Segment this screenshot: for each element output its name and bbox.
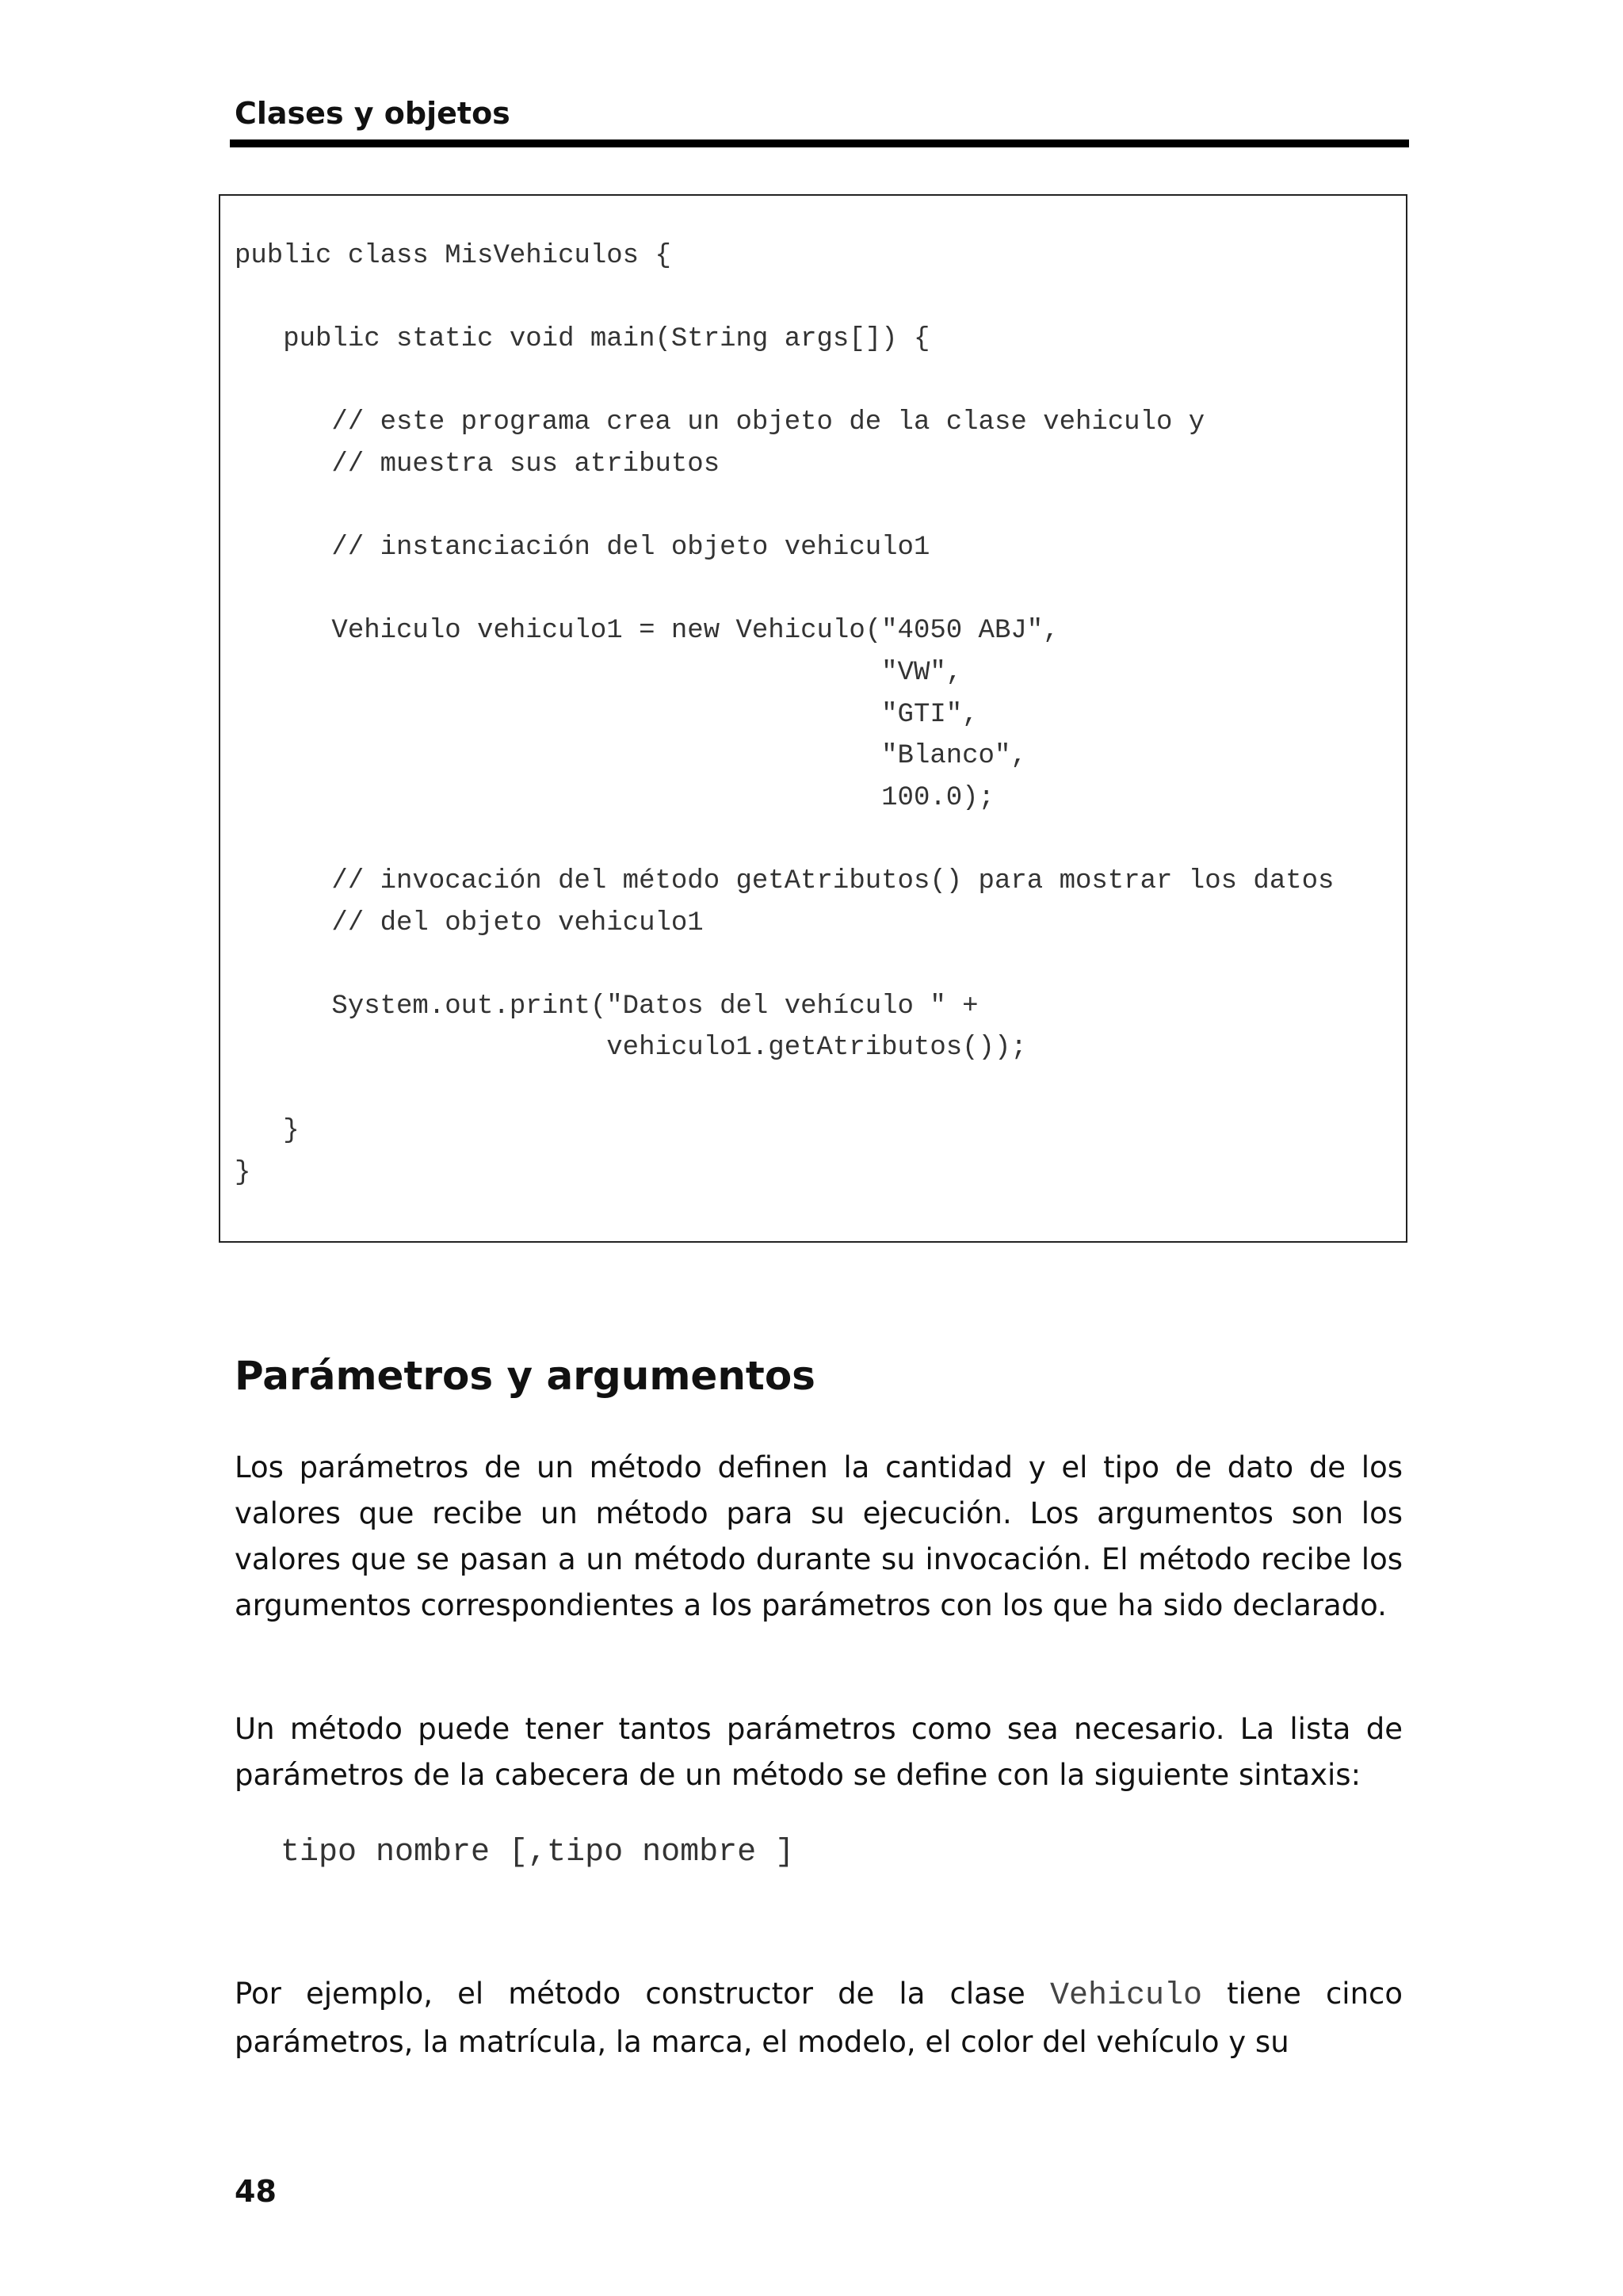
code-line: // este programa crea un objeto de la clase vehiculo y [235,407,1205,438]
running-header: Clases y objetos [235,96,510,131]
section-title: Parámetros y argumentos [235,1353,815,1399]
code-line [235,361,1334,403]
code-line [235,819,1334,861]
page-number: 48 [235,2174,277,2209]
inline-code: Vehiculo [1049,1978,1202,2014]
paragraph-text: tiene cinco parámetros, la matrícula, la marca, el modelo, el color del vehículo y su [235,1977,1403,2059]
syntax-example: tipo nombre [,tipo nombre ] [281,1835,795,1870]
code-line [235,486,1334,528]
code-line: } [235,1116,300,1147]
code-line: "GTI", [235,699,979,730]
code-line: // invocación del método getAtributos() para mostrar los datos [235,865,1335,896]
paragraph-text: Por ejemplo, el método constructor de la clase [235,1977,1050,2011]
body-paragraph: Un método puede tener tantos parámetros como sea necesario. La lista de parámetros de la cabecera de un método se define con la siguiente sintaxis: [235,1712,1403,1792]
body-paragraph: Los parámetros de un método definen la cantidad y el tipo de dato de los valores que recibe un método para su ejecución. Los argumentos son los valores que se pasan a un método durante su invocación. El método recibe los argumentos correspondientes a los parámetros con los que ha sido declarado. [235,1450,1403,1622]
code-line [235,1069,1334,1111]
code-line [235,569,1334,611]
code-listing [235,235,1334,1194]
body-paragraph [235,1971,1403,2065]
code-line: System.out.print("Datos del vehículo " + [235,991,979,1022]
code-line: // del objeto vehiculo1 [235,907,704,938]
code-line: Vehiculo vehiculo1 = new Vehiculo("4050 ABJ", [235,616,1060,647]
code-line: 100.0); [235,782,995,813]
code-line: // muestra sus atributos [235,449,720,479]
code-line: "Blanco", [235,741,1027,772]
header-rule [230,139,1409,147]
code-line: vehiculo1.getAtributos()); [235,1033,1027,1064]
code-line: // instanciación del objeto vehiculo1 [235,533,930,563]
code-line: "VW", [235,657,963,688]
code-line [235,277,1334,319]
code-line: public static void main(String args[]) { [235,324,930,355]
code-line [235,944,1334,986]
code-line: public class MisVehiculos { [235,241,671,271]
code-listing-box [219,194,1407,1243]
code-line: } [235,1158,251,1189]
